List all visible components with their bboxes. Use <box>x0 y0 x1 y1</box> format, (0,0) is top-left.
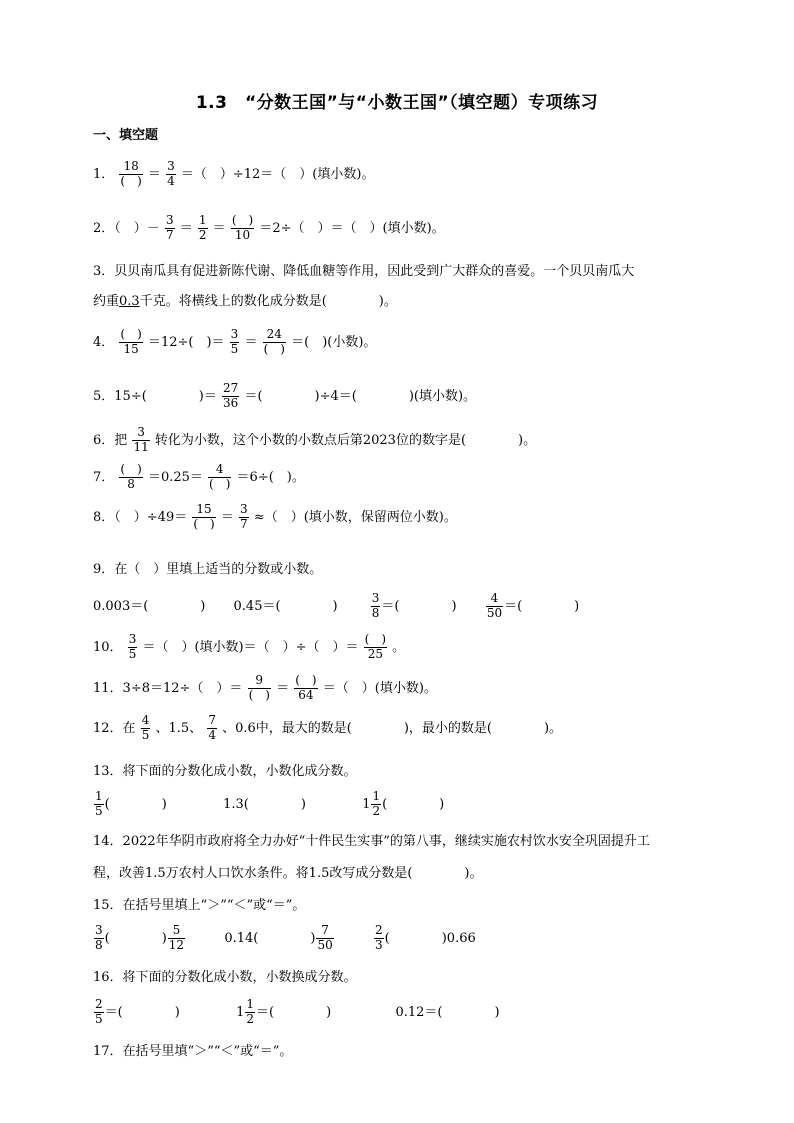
question-8: 8．（ ）÷49＝ $\frac{15}{( )}$ ＝ $\frac{3}{7}$ ≈（ ）(填小数，保留两位小数)。 <box>93 502 457 531</box>
question-15-items: $\frac{3}{8}$ ( ) $\frac{5}{12}$ 0.14( ) $\frac{7}{50}$ $\frac{2}{3}$ ( )0.66 <box>95 923 476 952</box>
mixed-number: 1 $\frac{1}{2}$ <box>362 789 381 818</box>
fraction: $\frac{( )}{10}$ <box>231 213 254 242</box>
question-9-items: 0.003＝( ) 0.45＝( ) $\frac{3}{8}$ ＝( ) $\frac{4}{50}$ ＝( ) <box>93 591 580 620</box>
question-11: 11．3÷8＝12÷（ ）＝ $\frac{9}{( )}$ ＝ $\frac{( )}{64}$ ＝（ ）(填小数)。 <box>93 673 437 702</box>
fraction: $\frac{9}{( )}$ <box>248 673 270 702</box>
fraction: $\frac{( )}{15}$ <box>120 327 142 356</box>
question-12: 12．在 $\frac{4}{5}$ 、1.5、 $\frac{7}{4}$ 、0.6中，最大的数是( )，最小的数是( )。 <box>93 713 563 742</box>
fraction: $\frac{18}{( )}$ <box>120 159 142 188</box>
fraction: $\frac{1}{2}$ <box>198 213 207 242</box>
fraction: $\frac{2}{5}$ <box>95 997 103 1026</box>
fraction: $\frac{7}{50}$ <box>317 923 333 952</box>
question-16-items: $\frac{2}{5}$ ＝( ) 1 $\frac{1}{2}$ ＝( ) 0.12＝( ) <box>95 997 500 1026</box>
page-title: 1.3 “分数王国”与“小数王国”（填空题）专项练习 <box>195 93 599 113</box>
mixed-number: 1 $\frac{1}{2}$ <box>236 997 254 1026</box>
question-16: 16．将下面的分数化成小数，小数换成分数。 <box>93 970 357 985</box>
question-15: 15．在括号里填上“＞”“＜”或“＝”。 <box>93 898 306 913</box>
question-10: 10． $\frac{3}{5}$ ＝（ ）(填小数)＝（ ）÷（ ）＝ $\frac{( )}{25}$ 。 <box>93 632 406 661</box>
question-3-line-2: 约重0.3千克。将横线上的数化成分数是( )。 <box>93 294 397 309</box>
fraction: $\frac{4}{5}$ <box>141 713 150 742</box>
fraction: $\frac{5}{12}$ <box>168 923 185 952</box>
question-6: 6．把 $\frac{3}{11}$ 转化为小数，这个小数的小数点后第2023位的数字是( )。 <box>93 425 537 454</box>
section-heading: 一、填空题 <box>93 128 159 143</box>
fraction: $\frac{( )}{8}$ <box>120 462 142 491</box>
fraction: $\frac{7}{4}$ <box>208 713 216 742</box>
fraction: $\frac{4}{50}$ <box>486 591 503 620</box>
fraction: $\frac{27}{36}$ <box>223 381 239 410</box>
fraction: $\frac{3}{8}$ <box>95 923 103 952</box>
question-9: 9．在（ ）里填上适当的分数或小数。 <box>93 562 323 577</box>
fraction: $\frac{3}{11}$ <box>133 425 149 454</box>
question-13-items: $\frac{1}{5}$ ( ) 1.3( ) 1 $\frac{1}{2}$ ( ) <box>95 789 445 818</box>
question-17: 17．在括号里填“＞”“＜”或“＝”。 <box>93 1044 293 1059</box>
question-3-line-1: 3．贝贝南瓜具有促进新陈代谢、降低血糖等作用，因此受到广大群众的喜爱。一个贝贝南瓜大 <box>93 264 635 279</box>
fraction: $\frac{3}{5}$ <box>128 632 137 661</box>
fraction: $\frac{15}{( )}$ <box>193 502 215 531</box>
fraction: $\frac{3}{5}$ <box>230 327 239 356</box>
fraction: $\frac{4}{( )}$ <box>209 462 231 491</box>
question-14-line-1: 14．2022年华阴市政府将全力办好“十件民生实事”的第八事，继续实施农村饮水安全巩固提升工 <box>93 834 650 849</box>
fraction: $\frac{( )}{64}$ <box>295 673 317 702</box>
fraction: $\frac{2}{3}$ <box>375 923 383 952</box>
fraction: $\frac{24}{( )}$ <box>263 327 285 356</box>
fraction: $\frac{3}{7}$ <box>240 502 248 531</box>
question-14-line-2: 程，改善1.5万农村人口饮水条件。将1.5改写成分数是( )。 <box>93 866 483 881</box>
fraction: $\frac{( )}{25}$ <box>364 632 387 661</box>
question-13: 13．将下面的分数化成小数，小数化成分数。 <box>93 764 357 779</box>
fraction: $\frac{3}{7}$ <box>165 213 174 242</box>
fraction: $\frac{3}{8}$ <box>371 591 380 620</box>
question-7: 7． $\frac{( )}{8}$ ＝0.25＝ $\frac{4}{( )}$ ＝6÷( )。 <box>93 462 305 491</box>
question-2: 2．（ ）－ $\frac{3}{7}$ ＝ $\frac{1}{2}$ ＝ $\frac{( )}{10}$ ＝2÷（ ）＝（ ）(填小数)。 <box>93 213 445 242</box>
fraction: $\frac{3}{4}$ <box>167 159 175 188</box>
question-5: 5．15÷( )＝ $\frac{27}{36}$ ＝( )÷4＝( )(填小数)。 <box>93 381 477 410</box>
question-4: 4． $\frac{( )}{15}$ ＝12÷( )＝ $\frac{3}{5}$ ＝ $\frac{24}{( )}$ ＝( )(小数)。 <box>93 327 377 356</box>
fraction: $\frac{1}{5}$ <box>95 789 103 818</box>
question-1: 1． $\frac{18}{( )}$ ＝ $\frac{3}{4}$ ＝（ ）÷12＝（ ）(填小数)。 <box>93 159 375 188</box>
